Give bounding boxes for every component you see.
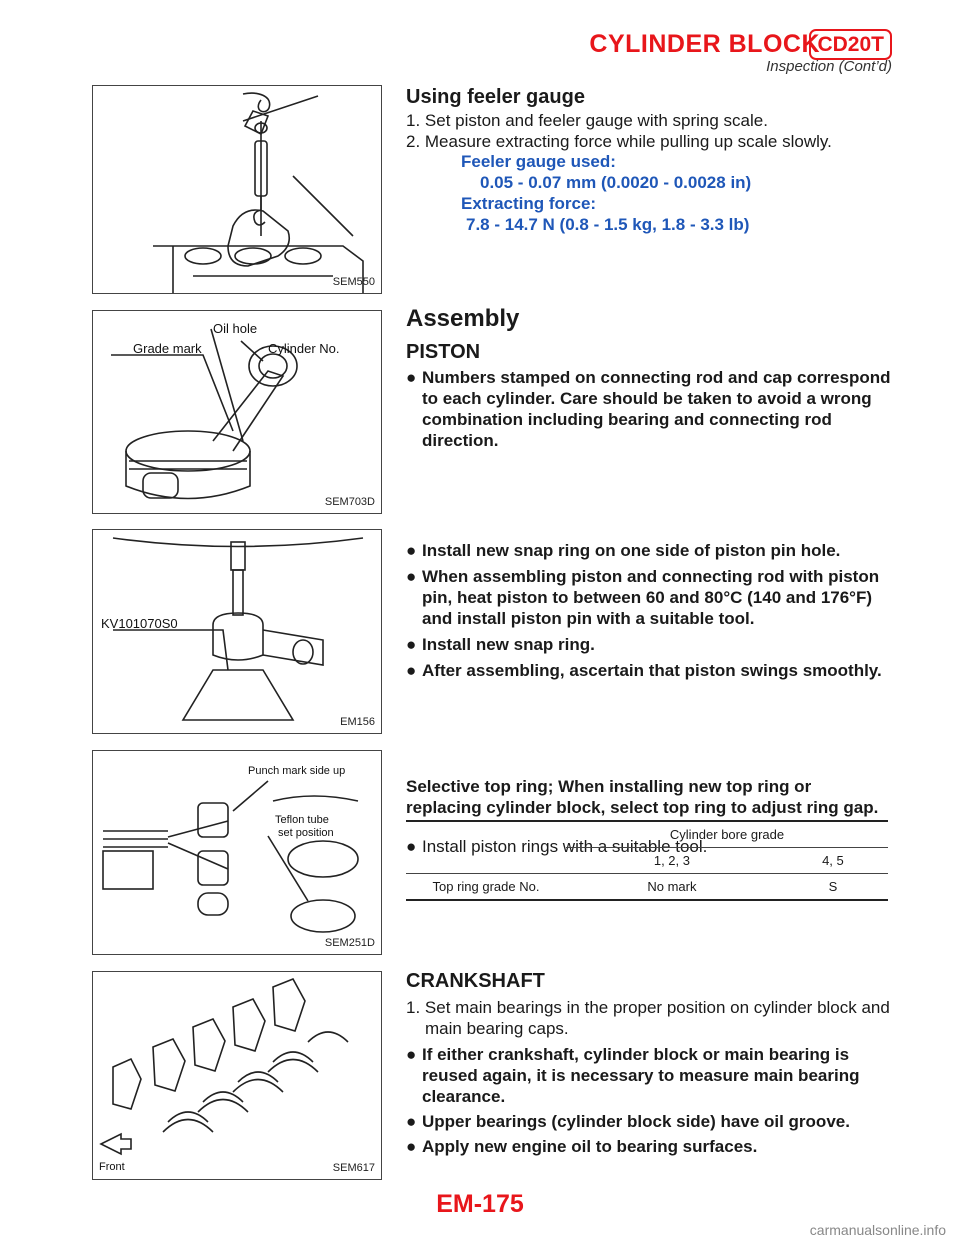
pin-bullets [406, 540, 890, 681]
table-cell: No mark [647, 879, 697, 894]
figure-code: SEM617 [332, 1162, 375, 1174]
teflon-label-2: set position [278, 827, 334, 839]
pin-bullet-3 [406, 634, 890, 655]
crank-bullet-3 [406, 1136, 890, 1157]
bullet-icon: ● [406, 368, 417, 387]
cylinder-no-label: Cylinder No. [268, 341, 340, 356]
spec-feeler-label: Feeler gauge used: [461, 152, 616, 171]
bullet-icon: ● [406, 661, 417, 680]
crank-bullet-text: Apply new engine oil to bearing surfaces. [422, 1137, 758, 1156]
pin-bullet-text: Install new snap ring. [422, 635, 595, 654]
figure-main-bearings [92, 971, 382, 1180]
feeler-title: Using feeler gauge [406, 86, 585, 108]
figure-code: SEM703D [324, 496, 375, 508]
assembly-title: Assembly [406, 305, 520, 332]
spec-force-label: Extracting force: [461, 194, 597, 213]
bullet-icon: ● [406, 567, 417, 586]
spec-feeler-value: 0.05 - 0.07 mm (0.0020 - 0.0028 in) [480, 173, 752, 192]
feeler-step-1: 1. Set piston and feeler gauge with spring scale. [406, 111, 768, 130]
table-col-header: 4, 5 [778, 848, 888, 874]
ring-grade-table [406, 820, 888, 901]
table-cell: S [828, 879, 838, 894]
pin-bullet-text: After assembling, ascertain that piston swings smoothly. [422, 661, 882, 680]
rings-note: Selective top ring; When installing new top ring or replacing cylinder block, select top ring to adjust ring gap. [406, 777, 879, 817]
crank-bullets [406, 1044, 890, 1157]
pin-bullet-4 [406, 660, 890, 681]
figure-piston-pin-press [92, 529, 382, 734]
feeler-gauge-illustration [93, 86, 381, 293]
pin-bullet-text: Install new snap ring on one side of piston pin hole. [422, 541, 841, 560]
spec-force-value: 7.8 - 14.7 N (0.8 - 1.5 kg, 1.8 - 3.3 lb) [466, 215, 750, 234]
punch-mark-label: Punch mark side up [248, 765, 346, 777]
bullet-icon: ● [406, 1112, 417, 1131]
teflon-label-1: Teflon tube [275, 814, 329, 826]
piston-bullet-text: Numbers stamped on connecting rod and cap correspond to each cylinder. Care should be taken to avoid a wrong combination including bearing and connecting rod direction. [422, 368, 891, 450]
bullet-icon: ● [406, 541, 417, 560]
figure-feeler-gauge [92, 85, 382, 294]
crankshaft-title: CRANKSHAFT [406, 970, 545, 992]
crank-bullet-2 [406, 1111, 890, 1132]
main-bearings-illustration [93, 972, 381, 1179]
figure-code: SEM251D [324, 937, 375, 949]
table-corner-cell [406, 821, 566, 874]
feeler-step-2: 2. Measure extracting force while pulling up scale slowly. [406, 132, 832, 151]
piston-title: PISTON [406, 341, 481, 363]
table-row-label: Top ring grade No. [432, 879, 540, 894]
figure-code: EM156 [340, 716, 375, 728]
page-number: EM-175 [436, 1190, 524, 1218]
bullet-icon: ● [406, 1045, 417, 1064]
bullet-icon: ● [406, 1137, 417, 1156]
crank-bullet-text: Upper bearings (cylinder block side) have oil groove. [422, 1112, 850, 1131]
section-subtitle: Inspection (Cont’d) [766, 58, 892, 75]
watermark: carmanualsonline.info [809, 1222, 946, 1238]
pin-bullet-text: When assembling piston and connecting rod with piston pin, heat piston to between 60 and 80°C (140 and 176°F) and install piston pin with a suitable tool. [422, 567, 880, 628]
pin-bullet-1 [406, 540, 890, 561]
pin-bullet-2 [406, 566, 890, 629]
piston-marks-illustration [93, 311, 381, 513]
figure-code: SEM550 [332, 276, 375, 288]
oil-hole-label: Oil hole [213, 321, 258, 336]
feeler-steps [406, 110, 891, 152]
grade-mark-label: Grade mark [133, 341, 202, 356]
engine-badge: CD20T [809, 29, 892, 60]
bullet-icon: ● [406, 635, 417, 654]
figure-piston-rings [92, 750, 382, 955]
crank-bullet-text: If either crankshaft, cylinder block or main bearing is reused again, it is necessary to measure main bearing clearance. [422, 1045, 860, 1106]
crank-bullet-1 [406, 1044, 890, 1107]
bullet-icon: ● [406, 837, 417, 856]
piston-pin-press-illustration [93, 530, 381, 733]
table-group-header: Cylinder bore grade [566, 821, 888, 848]
piston-bullet [406, 367, 902, 451]
figure-piston-marks [92, 310, 382, 514]
front-label: Front [99, 1161, 125, 1173]
crank-step-1: 1. Set main bearings in the proper position on cylinder block and main bearing caps. [406, 998, 890, 1038]
piston-rings-illustration [93, 751, 381, 954]
rings-bullet-text: Install piston rings with a suitable tool. [422, 837, 708, 856]
table-col-header: 1, 2, 3 [566, 848, 778, 874]
tool-label: KV101070S0 [101, 616, 178, 631]
section-title: CYLINDER BLOCK [589, 30, 820, 58]
